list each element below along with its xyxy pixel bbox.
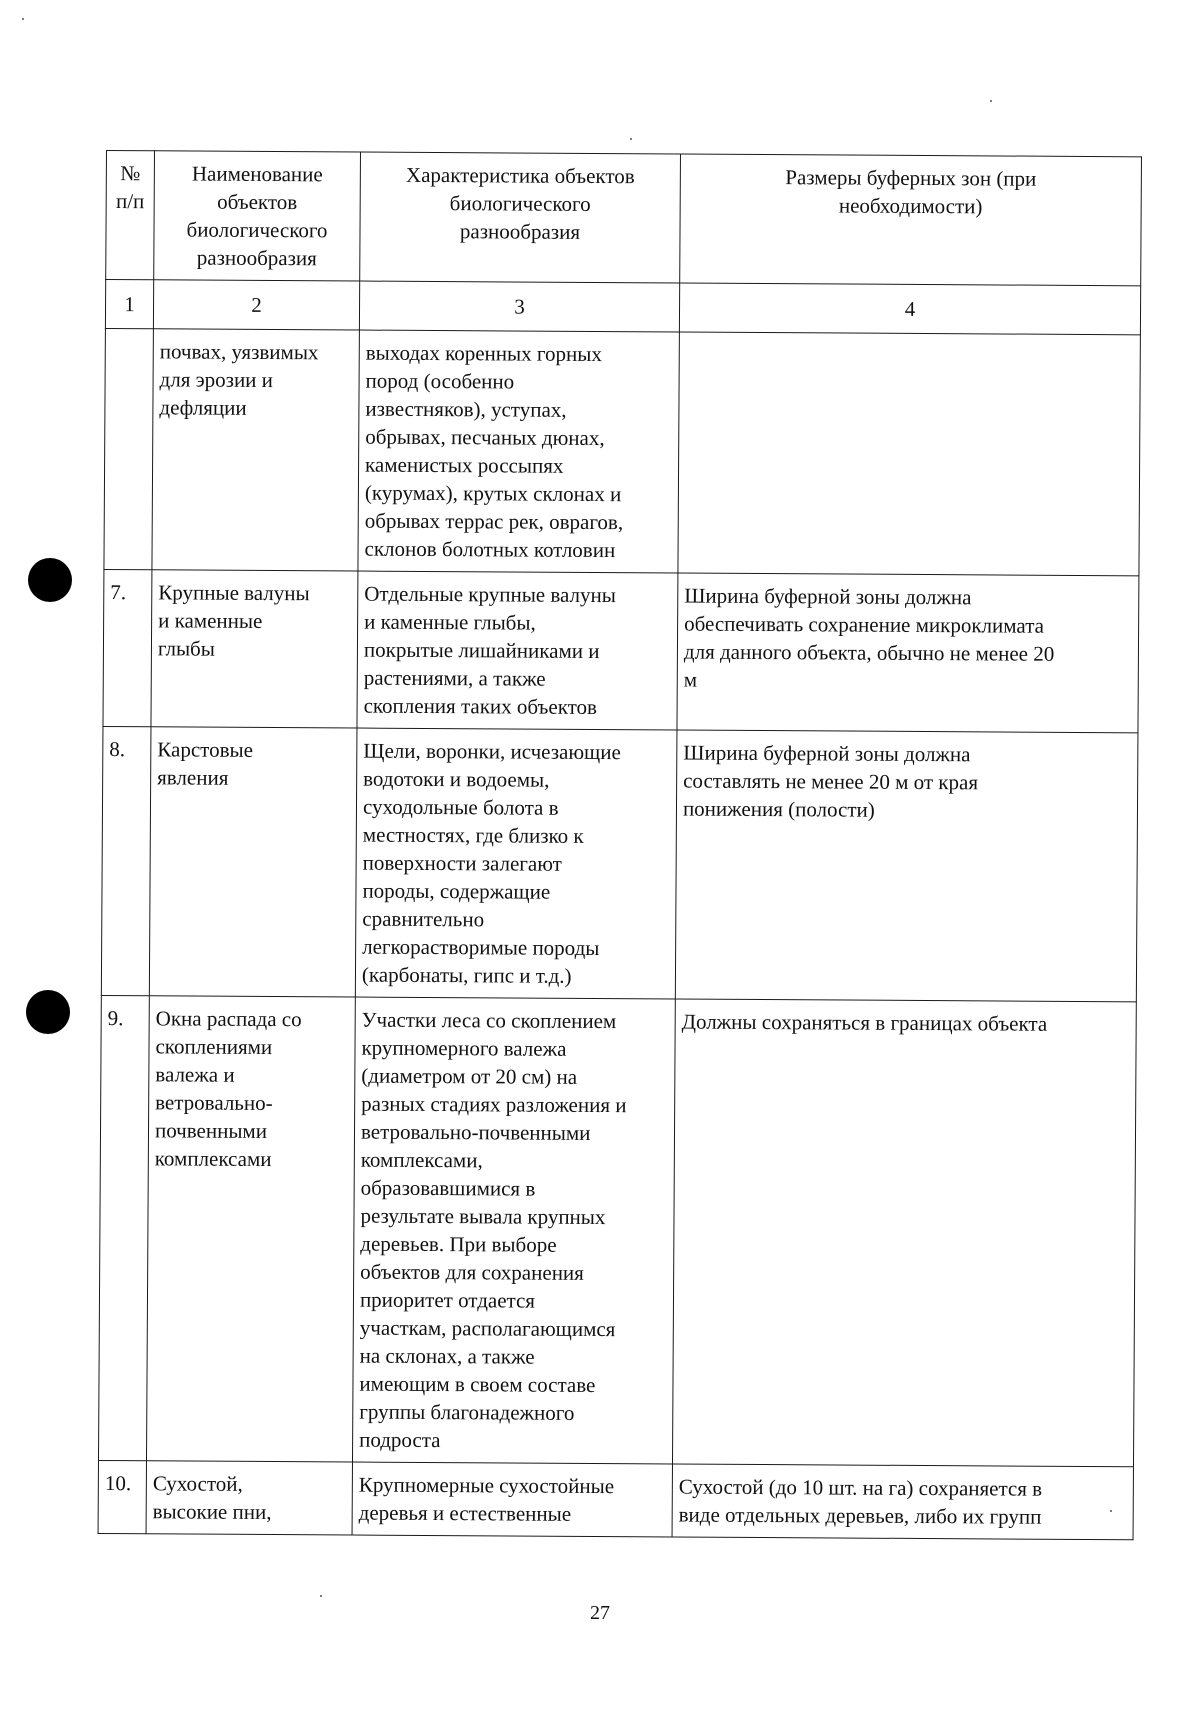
punch-hole-mark [28, 558, 72, 602]
row-buffer: Ширина буферной зоны должна составлять не менее 20 м от края понижения (полости) [675, 730, 1138, 1002]
scan-speck [22, 18, 24, 20]
page-number: 27 [590, 1602, 610, 1624]
row-number: 8. [101, 726, 151, 995]
row-name: Сухостой, высокие пни, [146, 1461, 352, 1535]
scan-speck [320, 1595, 322, 1597]
row-number: 7. [103, 569, 152, 726]
header-number: № п/п [106, 151, 155, 280]
column-number: 3 [359, 281, 679, 332]
column-number: 1 [105, 280, 153, 329]
row-number [104, 328, 153, 569]
row-name: почвах, уязвимых для эрозии и дефляции [152, 329, 359, 571]
row-number: 10. [98, 1460, 146, 1533]
row-name: Карстовые явления [149, 727, 357, 997]
table-row [98, 1460, 1133, 1539]
row-characteristic: Участки леса со скоплением крупномерного валежа (диаметром от 20 см) на разных стадиях разложения и ветровально-почвенными комплексами, образовавшимися в результате вывала крупных деревьев. При выборе объектов для сохранения приоритет отдается участкам, располагающимся на склонах, а также имеющим в своем составе группы благонадежного подроста [352, 997, 675, 1464]
row-name: Окна распада со скоплениями валежа и ветровально- почвенными комплексами [146, 996, 355, 1462]
row-number: 9. [98, 995, 149, 1460]
row-characteristic: Щели, воронки, исчезающие водотоки и водоемы, суходольные болота в местностях, где близко к поверхности залегают породы, содержащие сравнительно легкорастворимые породы (карбонаты, гипс и т.д.) [355, 728, 677, 999]
column-number-row [105, 280, 1140, 335]
row-characteristic: Отдельные крупные валуны и каменные глыбы, покрытые лишайниками и растениями, а также скопления таких объектов [357, 571, 678, 730]
row-characteristic: Крупномерные сухостойные деревья и естественные [352, 1462, 672, 1537]
biodiversity-objects-table [98, 150, 1142, 1540]
scan-speck [990, 100, 992, 102]
column-number: 4 [679, 283, 1140, 335]
table-row [103, 569, 1139, 732]
row-characteristic: выходах коренных горных пород (особенно известняков), уступах, обрывах, песчаных дюнах, каменистых россыпях (курумах), крутых склонах и обрывах террас рек, оврагов, склонов болотных котловин [358, 330, 679, 573]
punch-hole-mark [26, 990, 70, 1034]
header-name: Наименование объектов биологического разнообразия [154, 151, 361, 281]
column-number: 2 [153, 280, 359, 330]
header-buffer-zone: Размеры буферных зон (при необходимости) [680, 154, 1142, 286]
table-row [104, 328, 1140, 575]
table-row [101, 726, 1138, 1001]
row-buffer: Сухостой (до 10 шт. на га) сохраняется в виде отдельных деревьев, либо их групп [672, 1464, 1133, 1540]
row-buffer: Должны сохраняться в границах объекта [672, 999, 1136, 1467]
row-buffer: Ширина буферной зоны должна обеспечивать сохранение микроклимата для данного объекта, обычно не менее 20 м [677, 573, 1139, 733]
row-name: Крупные валуны и каменные глыбы [151, 570, 358, 728]
scan-speck [630, 138, 632, 140]
row-buffer [678, 332, 1140, 576]
table-header-row [106, 151, 1142, 286]
header-characteristic: Характеристика объектов биологического разнообразия [360, 152, 681, 283]
table-row [98, 995, 1136, 1466]
